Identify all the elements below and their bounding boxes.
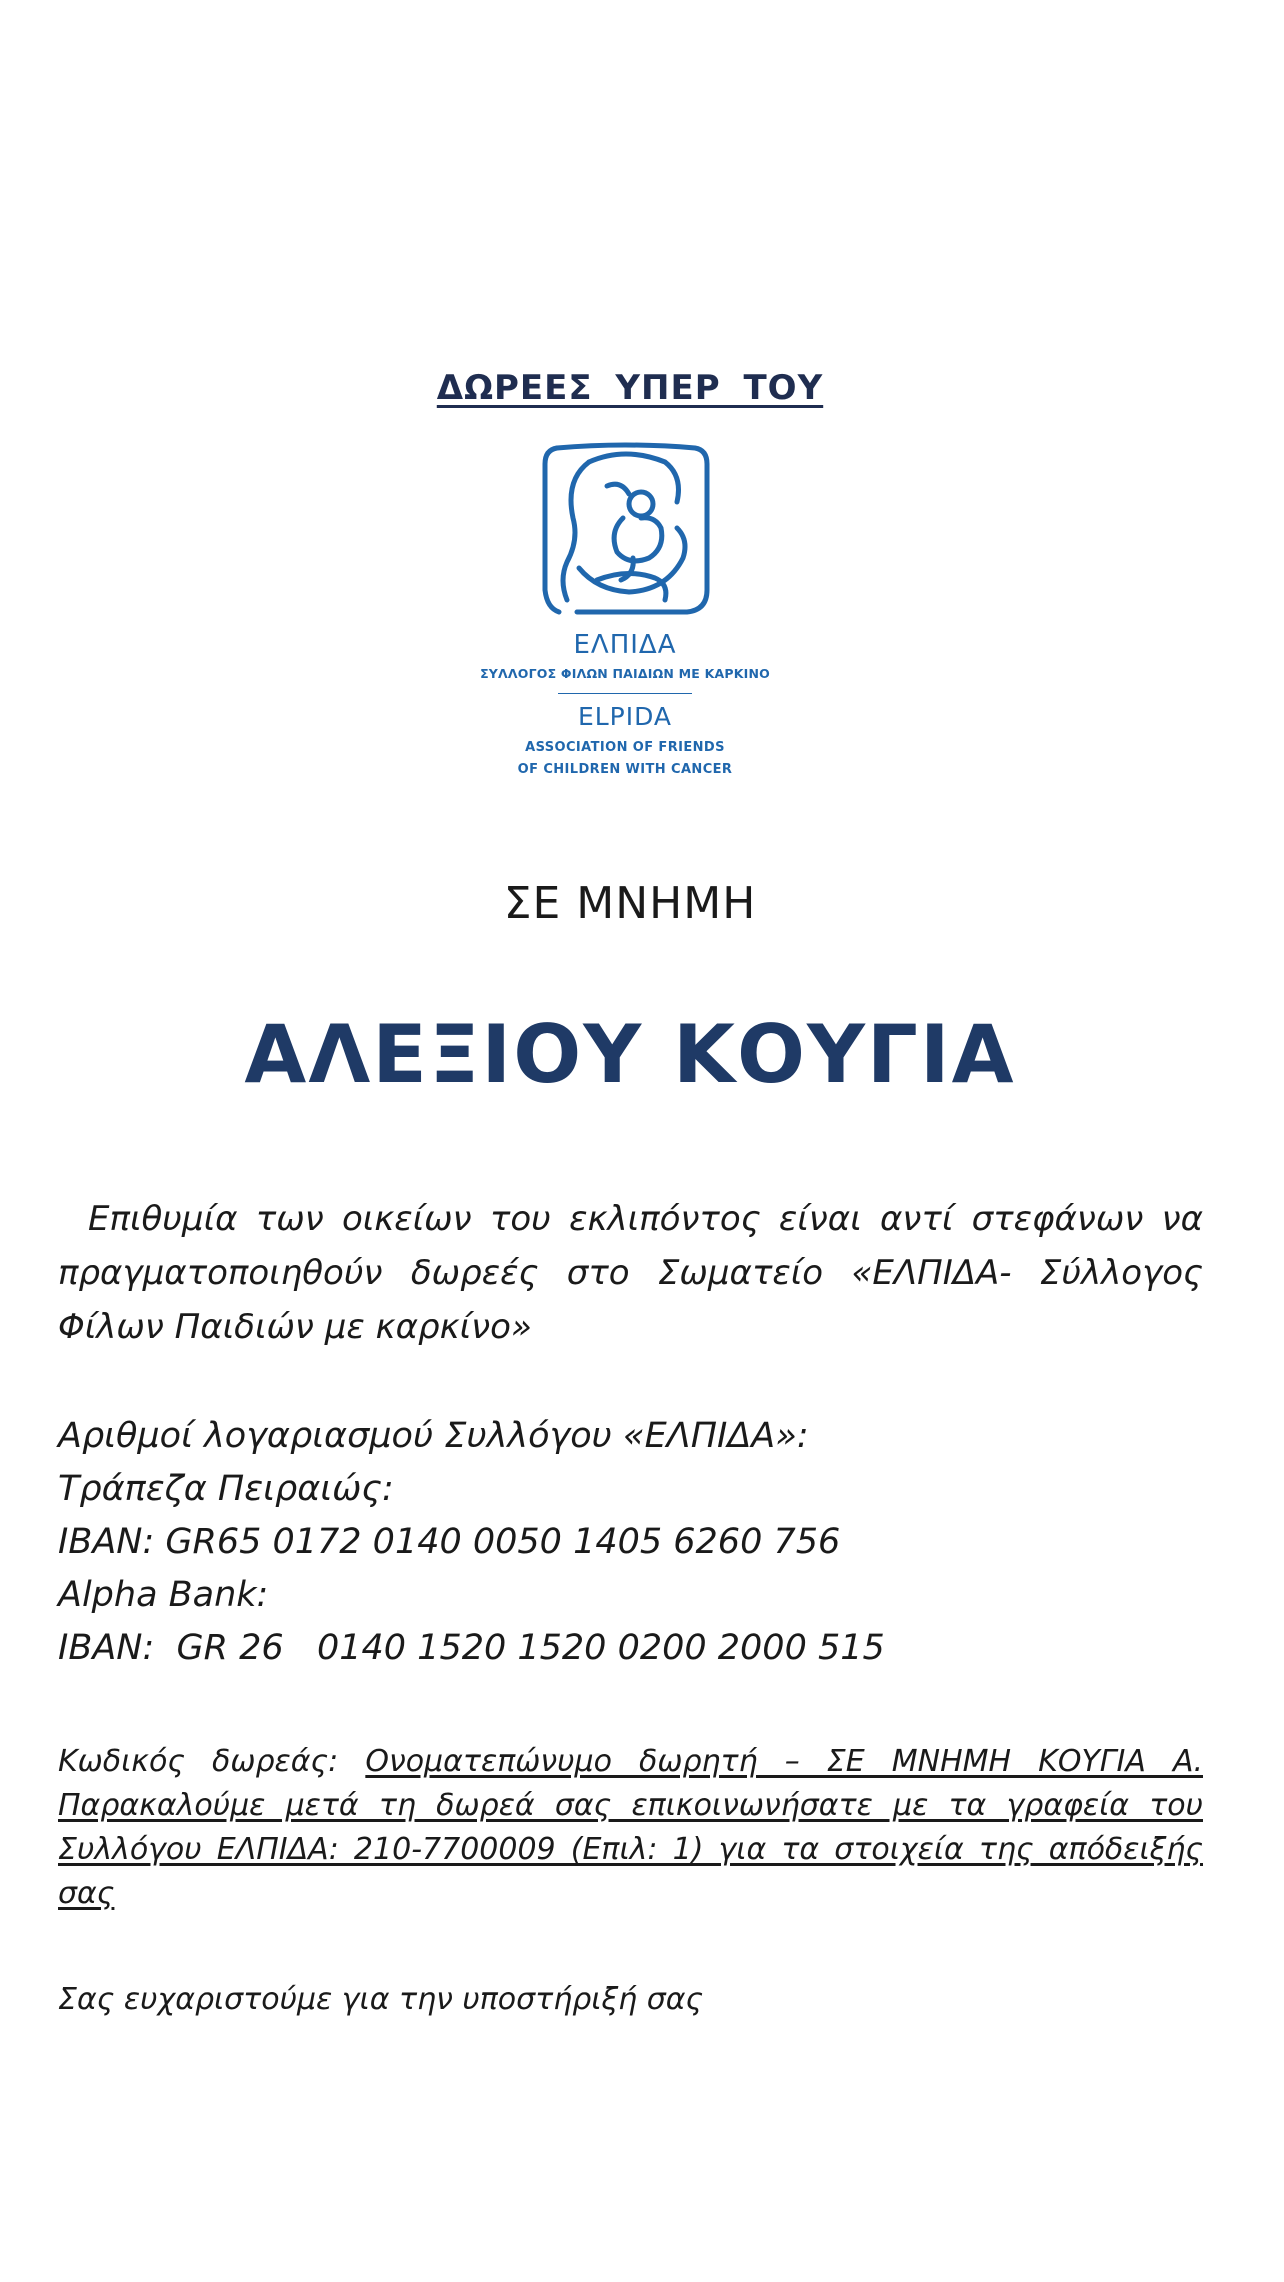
- bank1-name: Τράπεζα Πειραιώς:: [58, 1469, 394, 1509]
- logo-subtitle-greek: ΣΥΛΛΟΓΟΣ ΦΙΛΩΝ ΠΑΙΔΙΩΝ ΜΕ ΚΑΡΚΙΝΟ: [480, 666, 770, 681]
- wish-line-3: Φίλων Παιδιών με καρκίνο»: [58, 1307, 532, 1347]
- elpida-logo: [440, 440, 820, 800]
- donation-code: [58, 1740, 1203, 1916]
- wish-paragraph: [58, 1192, 1203, 1354]
- thanks-text: Σας ευχαριστούμε για την υποστήριξή σας: [58, 1982, 704, 2017]
- accounts-heading: Αριθμοί λογαριασμού Συλλόγου «ΕΛΠΙΔΑ»:: [58, 1416, 809, 1456]
- header-title: ΔΩΡΕΕΣ ΥΠΕΡ ΤΟΥ: [436, 368, 824, 408]
- donation-code-line-1: [58, 1740, 1203, 1784]
- donation-code-line-3: Συλλόγου ΕΛΠΙΔΑ: 210-7700009 (Επιλ: 1) για τα στοιχεία της απόδειξής: [58, 1832, 1203, 1867]
- bank2-iban: IBAN: GR 26 0140 1520 1520 0200 2000 515: [58, 1628, 885, 1668]
- donation-code-line-4: σας: [58, 1876, 115, 1911]
- donation-code-line-2: Παρακαλούμε μετά τη δωρεά σας επικοινωνήσατε με τα γραφεία του: [58, 1788, 1203, 1823]
- mother-child-icon: [537, 440, 713, 620]
- wish-line-2: πραγματοποιηθούν δωρεές στο Σωματείο «ΕΛΠΙΔΑ- Σύλλογος: [58, 1253, 1203, 1293]
- logo-divider: [558, 693, 692, 694]
- bank1-iban: IBAN: GR65 0172 0140 0050 1405 6260 756: [58, 1522, 841, 1562]
- deceased-name: ΑΛΕΞΙΟΥ ΚΟΥΓΙΑ: [244, 1008, 1016, 1101]
- logo-name-greek: ΕΛΠΙΔΑ: [573, 630, 677, 660]
- bank2-name: Alpha Bank:: [58, 1575, 269, 1615]
- logo-subtitle-english-1: ASSOCIATION OF FRIENDS: [525, 740, 725, 755]
- wish-line-1: Επιθυμία των οικείων του εκλιπόντος είναι αντί στεφάνων να: [88, 1199, 1203, 1239]
- donation-code-value: Ονοματεπώνυμο δωρητή – ΣΕ ΜΝΗΜΗ ΚΟΥΓΙΑ Α.: [365, 1744, 1203, 1779]
- logo-subtitle-english-2: OF CHILDREN WITH CANCER: [517, 762, 733, 777]
- logo-name-english: ELPIDA: [577, 702, 673, 731]
- bank-accounts: [58, 1410, 1203, 1675]
- memory-label: ΣΕ ΜΝΗΜΗ: [503, 878, 757, 929]
- donation-code-label: Κωδικός δωρεάς:: [58, 1744, 366, 1779]
